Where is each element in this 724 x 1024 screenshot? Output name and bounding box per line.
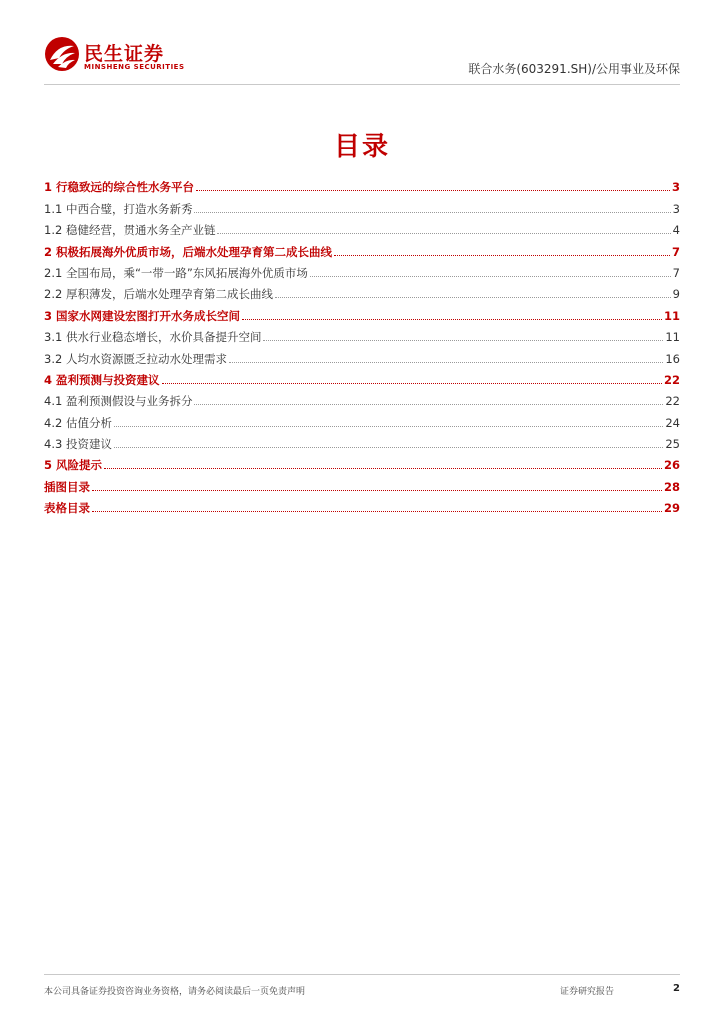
toc-entry-page: 22	[665, 394, 680, 409]
toc-dot-leader	[194, 212, 670, 213]
toc-entry-label: 2.2 厚积薄发，后端水处理孕育第二成长曲线	[44, 287, 273, 302]
toc-dot-leader	[229, 362, 663, 363]
header-divider	[44, 84, 680, 85]
toc-dot-leader	[92, 511, 662, 512]
toc-dot-leader	[334, 255, 670, 256]
toc-entry[interactable]	[44, 388, 680, 409]
toc-entry[interactable]	[44, 281, 680, 302]
toc-dot-leader	[92, 490, 662, 491]
toc-entry-label: 3.2 人均水资源匮乏拉动水处理需求	[44, 351, 227, 366]
company-logo	[44, 36, 184, 78]
toc-entry-label: 4 盈利预测与投资建议	[44, 372, 160, 387]
toc-entry-label: 3.1 供水行业稳态增长，水价具备提升空间	[44, 330, 262, 345]
toc-dot-leader	[114, 447, 663, 448]
toc-dot-leader	[194, 404, 663, 405]
toc-entry-page: 24	[665, 415, 680, 430]
toc-entry-page: 25	[665, 437, 680, 452]
toc-entry-label: 表格目录	[44, 501, 90, 516]
toc-entry-page: 26	[663, 458, 680, 473]
toc-dot-leader	[275, 297, 671, 298]
footer-divider	[44, 974, 680, 975]
toc-entry-label: 1.2 稳健经营，贯通水务全产业链	[44, 223, 216, 238]
toc-dot-leader	[162, 383, 662, 384]
toc-entry[interactable]	[44, 473, 680, 494]
toc-entry[interactable]	[44, 345, 680, 366]
logo-chinese-name: 民生证券	[84, 43, 165, 65]
toc-entry-label: 3 国家水网建设宏图打开水务成长空间	[44, 308, 241, 323]
toc-entry-label: 2 积极拓展海外优质市场，后端水处理孕育第二成长曲线	[44, 244, 333, 259]
minsheng-logo-icon	[44, 36, 80, 72]
toc-entry-label: 4.2 估值分析	[44, 415, 112, 430]
toc-entry-page: 3	[671, 180, 680, 195]
toc-dot-leader	[114, 426, 663, 427]
toc-entry[interactable]	[44, 324, 680, 345]
toc-entry-label: 4.3 投资建议	[44, 437, 112, 452]
toc-dot-leader	[196, 190, 670, 191]
toc-entry-page: 4	[672, 223, 680, 238]
toc-entry-label: 插图目录	[44, 479, 90, 494]
toc-entry[interactable]	[44, 431, 680, 452]
toc-entry-label: 2.1 全国布局，乘“一带一路”东风拓展海外优质市场	[44, 265, 308, 280]
toc-entry-page: 9	[672, 287, 680, 302]
toc-entry[interactable]	[44, 409, 680, 430]
toc-dot-leader	[263, 340, 663, 341]
toc-dot-leader	[217, 233, 670, 234]
stock-info: 联合水务(603291.SH)/公用事业及环保	[468, 62, 680, 76]
toc-entry-label: 4.1 盈利预测假设与业务拆分	[44, 394, 193, 409]
footer-report-type: 证券研究报告	[560, 987, 615, 997]
toc-entry[interactable]	[44, 174, 680, 195]
toc-dot-leader	[310, 276, 671, 277]
toc-entry-page: 22	[663, 372, 680, 387]
toc-entry-page: 11	[663, 308, 680, 323]
toc-entry-label: 1 行稳致远的综合性水务平台	[44, 180, 195, 195]
toc-entry[interactable]	[44, 238, 680, 259]
toc-entry-page: 3	[672, 201, 680, 216]
footer-disclaimer: 本公司具备证券投资咨询业务资格，请务必阅读最后一页免责声明	[44, 987, 306, 997]
toc-dot-leader	[242, 319, 662, 320]
footer-page-number: 2	[673, 983, 680, 994]
toc-entry-page: 11	[665, 330, 680, 345]
toc-entry[interactable]	[44, 452, 680, 473]
toc-entry-page: 7	[672, 265, 680, 280]
toc-title: 目录	[333, 132, 390, 162]
logo-english-name: MINSHENG SECURITIES	[84, 63, 185, 71]
toc-entry[interactable]	[44, 260, 680, 281]
toc-entry-page: 28	[663, 479, 680, 494]
toc-entry[interactable]	[44, 367, 680, 388]
toc-entry[interactable]	[44, 302, 680, 323]
toc-entry-page: 29	[663, 501, 680, 516]
toc-entry[interactable]	[44, 195, 680, 216]
toc-entry[interactable]	[44, 495, 680, 516]
toc-entry-label: 5 风险提示	[44, 458, 103, 473]
toc-dot-leader	[104, 468, 662, 469]
toc-entry-label: 1.1 中西合璧，打造水务新秀	[44, 201, 193, 216]
table-of-contents	[44, 174, 680, 516]
page-header	[44, 36, 680, 84]
toc-entry-page: 7	[671, 244, 680, 259]
toc-entry-page: 16	[665, 351, 680, 366]
toc-entry[interactable]	[44, 217, 680, 238]
